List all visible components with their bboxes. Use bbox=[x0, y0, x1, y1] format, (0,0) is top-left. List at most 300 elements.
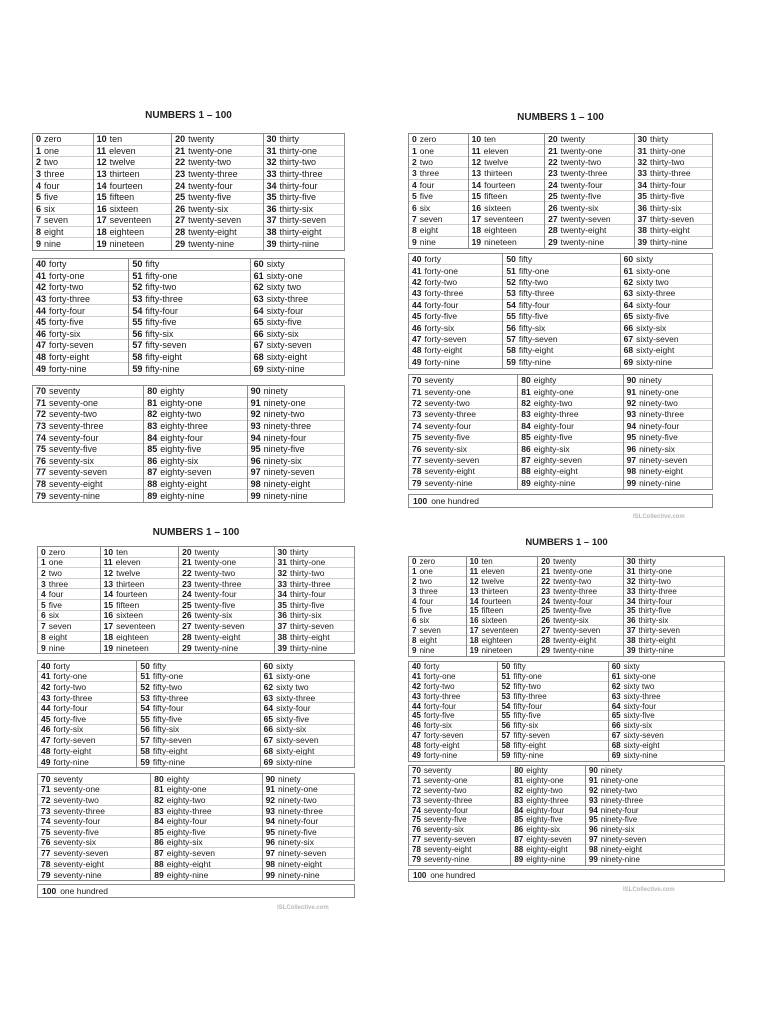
number-entry bbox=[409, 134, 468, 145]
number-digit: 6 bbox=[412, 202, 417, 213]
number-entry bbox=[409, 766, 510, 776]
number-word: thirty bbox=[649, 134, 669, 145]
number-column bbox=[466, 557, 538, 656]
number-entry bbox=[409, 636, 466, 646]
number-word: one hundred bbox=[60, 886, 108, 896]
number-entry bbox=[469, 145, 545, 156]
number-entry bbox=[538, 567, 622, 577]
number-digit: 36 bbox=[637, 202, 647, 213]
number-digit: 56 bbox=[501, 721, 511, 731]
number-digit: 3 bbox=[412, 586, 417, 596]
number-entry bbox=[33, 192, 93, 204]
number-entry bbox=[261, 682, 354, 693]
number-entry bbox=[251, 259, 344, 271]
number-word: nineteen bbox=[484, 237, 517, 248]
number-word: fifty-eight bbox=[518, 345, 554, 356]
number-digit: 29 bbox=[175, 239, 186, 250]
number-entry bbox=[609, 662, 724, 672]
number-entry bbox=[621, 357, 712, 368]
number-word: three bbox=[419, 168, 440, 179]
number-entry bbox=[538, 577, 622, 587]
number-word: two bbox=[44, 157, 59, 168]
number-digit: 81 bbox=[147, 397, 158, 408]
number-digit: 17 bbox=[96, 215, 107, 226]
number-entry bbox=[467, 636, 538, 646]
number-column bbox=[409, 254, 502, 368]
number-word: sixty-six bbox=[266, 328, 299, 339]
number-entry bbox=[503, 334, 619, 345]
number-digit: 20 bbox=[548, 134, 558, 145]
number-word: twelve bbox=[109, 157, 136, 168]
number-entry bbox=[248, 432, 344, 444]
number-column bbox=[502, 254, 619, 368]
number-entry bbox=[469, 168, 545, 179]
number-word: twenty-eight bbox=[553, 636, 597, 646]
number-word: eighty-two bbox=[526, 785, 563, 795]
number-word: one bbox=[48, 557, 63, 568]
number-entry bbox=[129, 294, 249, 306]
number-digit: 1 bbox=[41, 557, 46, 568]
number-entry bbox=[409, 443, 517, 454]
number-word: ninety-four bbox=[639, 420, 680, 431]
number-digit: 7 bbox=[41, 621, 46, 631]
number-word: eighty-three bbox=[533, 409, 579, 420]
number-column bbox=[260, 661, 354, 767]
number-word: thirteen bbox=[481, 586, 509, 596]
number-word: ninety-nine bbox=[263, 491, 308, 502]
number-digit: 71 bbox=[412, 775, 421, 785]
number-digit: 85 bbox=[521, 432, 531, 443]
number-digit: 77 bbox=[412, 454, 422, 465]
number-entry bbox=[635, 191, 712, 202]
number-entry bbox=[609, 702, 724, 712]
number-digit: 64 bbox=[253, 305, 264, 316]
number-digit: 50 bbox=[501, 662, 511, 671]
number-digit: 44 bbox=[412, 299, 422, 310]
number-entry bbox=[624, 432, 712, 443]
number-word: six bbox=[419, 202, 431, 213]
number-word: seven bbox=[419, 213, 443, 224]
number-entry bbox=[129, 363, 249, 375]
number-word: eight bbox=[419, 636, 437, 646]
number-digit: 11 bbox=[96, 145, 107, 156]
number-entry bbox=[498, 721, 607, 731]
number-digit: 98 bbox=[265, 858, 276, 869]
number-word: seventy-one bbox=[424, 386, 471, 397]
number-column bbox=[544, 134, 633, 248]
number-word: twenty-nine bbox=[560, 237, 605, 248]
number-word: fifteen bbox=[484, 191, 508, 202]
number-entry bbox=[137, 714, 259, 725]
number-digit: 28 bbox=[541, 636, 551, 646]
hundred-row bbox=[408, 494, 713, 508]
number-word: nineteen bbox=[109, 239, 145, 250]
number-entry bbox=[538, 597, 622, 607]
number-digit: 57 bbox=[140, 735, 150, 745]
number-digit: 23 bbox=[182, 578, 192, 589]
number-entry bbox=[101, 611, 179, 622]
number-digit: 12 bbox=[469, 576, 479, 586]
number-digit: 14 bbox=[471, 179, 482, 190]
number-digit: 44 bbox=[36, 305, 47, 316]
number-entry bbox=[621, 254, 712, 265]
number-digit: 93 bbox=[265, 805, 276, 816]
number-word: eighty-four bbox=[160, 432, 203, 443]
number-word: forty-three bbox=[53, 692, 93, 703]
number-digit: 82 bbox=[521, 397, 531, 408]
number-word: eighty-six bbox=[526, 825, 561, 835]
number-digit: 43 bbox=[412, 691, 421, 701]
number-entry bbox=[129, 305, 249, 317]
number-word: forty-one bbox=[49, 270, 85, 281]
number-word: thirty bbox=[638, 557, 656, 566]
number-word: thirty-seven bbox=[289, 621, 334, 631]
number-digit: 5 bbox=[412, 191, 417, 202]
number-word: seventy-six bbox=[424, 443, 467, 454]
number-digit: 41 bbox=[412, 265, 422, 276]
number-entry bbox=[101, 621, 179, 632]
number-digit: 92 bbox=[588, 785, 598, 795]
number-digit: 4 bbox=[412, 596, 417, 606]
number-word: seventy-nine bbox=[53, 869, 102, 880]
number-entry bbox=[275, 632, 354, 643]
number-entry bbox=[275, 621, 354, 632]
number-digit: 37 bbox=[277, 621, 287, 631]
number-entry bbox=[264, 215, 344, 227]
number-word: nineteen bbox=[481, 646, 513, 656]
number-word: twenty-seven bbox=[553, 626, 601, 636]
number-digit: 81 bbox=[514, 775, 524, 785]
number-digit: 89 bbox=[514, 855, 524, 865]
number-digit: 32 bbox=[277, 568, 287, 578]
number-entry bbox=[409, 202, 468, 213]
number-entry bbox=[538, 626, 622, 636]
number-word: forty-one bbox=[424, 265, 459, 276]
number-word: six bbox=[419, 616, 430, 626]
number-entry bbox=[511, 825, 585, 835]
number-digit: 82 bbox=[154, 795, 164, 805]
number-entry bbox=[609, 721, 724, 731]
number-entry bbox=[409, 145, 468, 156]
number-entry bbox=[409, 157, 468, 168]
number-word: thirty-one bbox=[289, 557, 326, 568]
number-digit: 16 bbox=[471, 202, 482, 213]
number-word: three bbox=[48, 578, 69, 589]
number-digit: 96 bbox=[250, 455, 261, 466]
number-digit: 78 bbox=[36, 479, 47, 490]
number-entry bbox=[518, 409, 622, 420]
number-word: eighty-seven bbox=[160, 467, 212, 478]
number-entry bbox=[624, 455, 712, 466]
number-entry bbox=[409, 692, 497, 702]
number-word: forty-six bbox=[53, 724, 84, 735]
number-entry bbox=[38, 558, 100, 569]
number-word: thirty-nine bbox=[649, 237, 688, 248]
number-word: fifty-four bbox=[145, 305, 178, 316]
number-word: fifty-five bbox=[145, 317, 177, 328]
number-column bbox=[517, 375, 622, 489]
number-word: thirteen bbox=[109, 169, 140, 180]
number-digit: 21 bbox=[541, 566, 551, 576]
number-entry bbox=[144, 421, 246, 433]
number-word: sixty-five bbox=[623, 711, 655, 721]
number-entry bbox=[409, 567, 466, 577]
number-word: twenty-three bbox=[188, 169, 238, 180]
number-digit: 92 bbox=[250, 409, 261, 420]
number-word: seventy-three bbox=[424, 409, 476, 420]
number-word: eighty-one bbox=[160, 397, 203, 408]
number-word: fifty bbox=[145, 259, 160, 270]
number-digit: 5 bbox=[36, 192, 42, 203]
number-column bbox=[178, 547, 273, 653]
number-word: eighty-nine bbox=[160, 491, 205, 502]
number-entry bbox=[101, 642, 179, 653]
number-digit: 45 bbox=[412, 711, 421, 721]
number-column bbox=[468, 134, 545, 248]
number-word: thirty-six bbox=[638, 616, 669, 626]
number-column bbox=[409, 134, 468, 248]
number-word: eighty-two bbox=[533, 397, 573, 408]
number-digit: 8 bbox=[412, 225, 417, 236]
number-entry bbox=[545, 237, 633, 248]
number-digit: 53 bbox=[501, 691, 511, 701]
number-digit: 87 bbox=[154, 848, 164, 858]
number-column bbox=[247, 386, 344, 502]
number-digit: 86 bbox=[521, 443, 531, 454]
number-table-block bbox=[37, 660, 355, 768]
number-word: fifty-four bbox=[518, 299, 550, 310]
number-word: thirty-nine bbox=[289, 642, 328, 653]
number-entry bbox=[518, 443, 622, 454]
number-digit: 48 bbox=[41, 745, 51, 756]
number-word: sixty-seven bbox=[276, 735, 319, 745]
number-entry bbox=[409, 682, 497, 692]
number-entry bbox=[518, 455, 622, 466]
number-word: twenty-three bbox=[553, 586, 598, 596]
number-word: zero bbox=[419, 557, 436, 566]
number-word: seventy-seven bbox=[49, 467, 108, 478]
number-word: forty-eight bbox=[424, 345, 463, 356]
number-word: thirty-one bbox=[649, 145, 686, 156]
number-entry bbox=[511, 786, 585, 796]
number-digit: 37 bbox=[266, 215, 277, 226]
number-entry bbox=[248, 490, 344, 502]
number-digit: 94 bbox=[250, 432, 261, 443]
number-word: twenty-seven bbox=[188, 215, 242, 226]
number-entry bbox=[467, 587, 538, 597]
number-digit: 39 bbox=[637, 237, 647, 248]
number-digit: 67 bbox=[623, 333, 634, 344]
number-entry bbox=[609, 731, 724, 741]
number-digit: 62 bbox=[253, 282, 264, 293]
number-entry bbox=[151, 838, 261, 849]
number-word: ninety-one bbox=[639, 386, 679, 397]
number-entry bbox=[172, 215, 262, 227]
number-entry bbox=[137, 756, 259, 767]
number-word: seventy bbox=[424, 375, 454, 386]
number-entry bbox=[409, 386, 517, 397]
number-entry bbox=[409, 796, 510, 806]
number-digit: 62 bbox=[263, 682, 274, 692]
number-entry bbox=[511, 845, 585, 855]
number-word: ninety-eight bbox=[600, 845, 643, 855]
number-digit: 0 bbox=[412, 134, 417, 145]
number-word: two bbox=[419, 156, 433, 167]
number-digit: 91 bbox=[588, 775, 598, 785]
number-word: fifty-three bbox=[513, 691, 547, 701]
number-entry bbox=[409, 616, 466, 626]
number-word: sixteen bbox=[481, 616, 507, 626]
number-entry bbox=[94, 169, 172, 181]
number-word: sixty-one bbox=[276, 671, 311, 682]
number-word: twenty bbox=[194, 547, 220, 557]
number-entry bbox=[263, 859, 354, 870]
number-word: sixty-three bbox=[266, 294, 309, 305]
number-digit: 29 bbox=[548, 237, 558, 248]
number-word: forty-nine bbox=[423, 751, 458, 761]
number-digit: 99 bbox=[265, 869, 276, 880]
number-entry bbox=[172, 238, 262, 250]
number-digit: 51 bbox=[132, 270, 143, 281]
number-column bbox=[409, 375, 517, 489]
number-entry bbox=[275, 642, 354, 653]
number-digit: 100 bbox=[413, 496, 428, 506]
number-entry bbox=[635, 157, 712, 168]
number-digit: 43 bbox=[41, 692, 51, 703]
number-digit: 65 bbox=[263, 713, 274, 724]
number-word: eighty-eight bbox=[160, 479, 207, 490]
number-digit: 83 bbox=[514, 795, 524, 805]
number-digit: 0 bbox=[41, 547, 46, 557]
number-word: fifty-two bbox=[513, 681, 541, 691]
number-entry bbox=[261, 735, 354, 746]
number-word: twenty-nine bbox=[188, 239, 235, 250]
number-digit: 26 bbox=[541, 616, 551, 626]
number-digit: 49 bbox=[412, 357, 422, 368]
number-entry bbox=[409, 322, 502, 333]
number-entry bbox=[144, 490, 246, 502]
number-digit: 33 bbox=[266, 169, 277, 180]
number-digit: 50 bbox=[132, 259, 143, 270]
number-entry bbox=[624, 466, 712, 477]
number-digit: 82 bbox=[514, 785, 524, 795]
number-entry bbox=[144, 456, 246, 468]
number-entry bbox=[94, 238, 172, 250]
number-word: ninety-seven bbox=[639, 454, 688, 465]
number-word: eighty-nine bbox=[166, 869, 209, 880]
number-word: twenty-nine bbox=[553, 646, 595, 656]
number-digit: 25 bbox=[175, 192, 186, 203]
number-word: twenty-six bbox=[553, 616, 589, 626]
number-word: ninety-six bbox=[278, 837, 314, 848]
number-word: fifty-nine bbox=[145, 364, 180, 375]
number-digit: 40 bbox=[412, 662, 421, 671]
number-entry bbox=[38, 672, 136, 683]
number-word: forty-eight bbox=[423, 741, 460, 751]
number-word: fifty-seven bbox=[518, 333, 558, 344]
number-entry bbox=[248, 421, 344, 433]
number-word: sixty bbox=[636, 254, 654, 265]
number-word: sixty bbox=[623, 662, 640, 671]
number-word: forty-three bbox=[424, 288, 464, 299]
number-digit: 42 bbox=[412, 276, 422, 287]
number-digit: 19 bbox=[103, 642, 114, 653]
number-digit: 75 bbox=[412, 815, 421, 825]
number-word: thirty-seven bbox=[279, 215, 327, 226]
number-word: forty-seven bbox=[423, 731, 464, 741]
number-digit: 91 bbox=[626, 386, 637, 397]
number-entry bbox=[511, 855, 585, 865]
number-digit: 97 bbox=[626, 454, 637, 465]
number-word: forty-five bbox=[423, 711, 455, 721]
number-entry bbox=[409, 577, 466, 587]
number-word: seventy-nine bbox=[423, 855, 470, 865]
number-word: twenty-two bbox=[560, 156, 602, 167]
number-entry bbox=[518, 375, 622, 386]
number-word: ninety-two bbox=[600, 785, 638, 795]
number-digit: 26 bbox=[548, 202, 558, 213]
number-digit: 94 bbox=[626, 420, 637, 431]
number-entry bbox=[179, 579, 273, 590]
number-entry bbox=[409, 168, 468, 179]
number-column bbox=[150, 774, 261, 880]
number-word: fifty-two bbox=[152, 682, 183, 692]
number-word: twenty bbox=[560, 134, 586, 145]
number-digit: 16 bbox=[469, 616, 479, 626]
number-word: fifty-seven bbox=[152, 735, 192, 745]
number-entry bbox=[179, 611, 273, 622]
number-digit: 87 bbox=[521, 454, 531, 465]
number-digit: 17 bbox=[469, 626, 479, 636]
number-entry bbox=[172, 180, 262, 192]
number-entry bbox=[609, 711, 724, 721]
number-digit: 58 bbox=[140, 745, 150, 756]
number-digit: 89 bbox=[147, 491, 158, 502]
number-word: twenty-six bbox=[560, 202, 599, 213]
number-word: thirty-five bbox=[289, 599, 325, 610]
number-entry bbox=[635, 145, 712, 156]
number-digit: 10 bbox=[471, 134, 482, 145]
number-word: sixty-six bbox=[636, 322, 667, 333]
number-entry bbox=[137, 746, 259, 757]
number-digit: 27 bbox=[548, 213, 558, 224]
number-entry bbox=[179, 547, 273, 558]
number-word: seventeen bbox=[109, 215, 152, 226]
number-word: thirty-four bbox=[638, 596, 673, 606]
number-entry bbox=[38, 774, 150, 785]
number-entry bbox=[38, 725, 136, 736]
number-word: sixty-four bbox=[266, 305, 304, 316]
number-word: sixty-three bbox=[623, 691, 661, 701]
number-digit: 27 bbox=[175, 215, 186, 226]
number-entry bbox=[33, 409, 143, 421]
number-digit: 9 bbox=[412, 646, 417, 656]
number-digit: 72 bbox=[36, 409, 47, 420]
number-digit: 38 bbox=[266, 227, 277, 238]
number-word: fifty bbox=[518, 254, 533, 265]
number-digit: 93 bbox=[588, 795, 598, 805]
number-word: sixty-eight bbox=[623, 741, 660, 751]
number-entry bbox=[469, 214, 545, 225]
number-word: seventy bbox=[423, 766, 452, 775]
number-entry bbox=[38, 806, 150, 817]
number-entry bbox=[409, 277, 502, 288]
number-digit: 77 bbox=[36, 467, 47, 478]
number-digit: 55 bbox=[501, 711, 511, 721]
number-word: sixty-nine bbox=[266, 364, 305, 375]
number-entry bbox=[624, 386, 712, 397]
number-word: ninety-one bbox=[600, 775, 639, 785]
